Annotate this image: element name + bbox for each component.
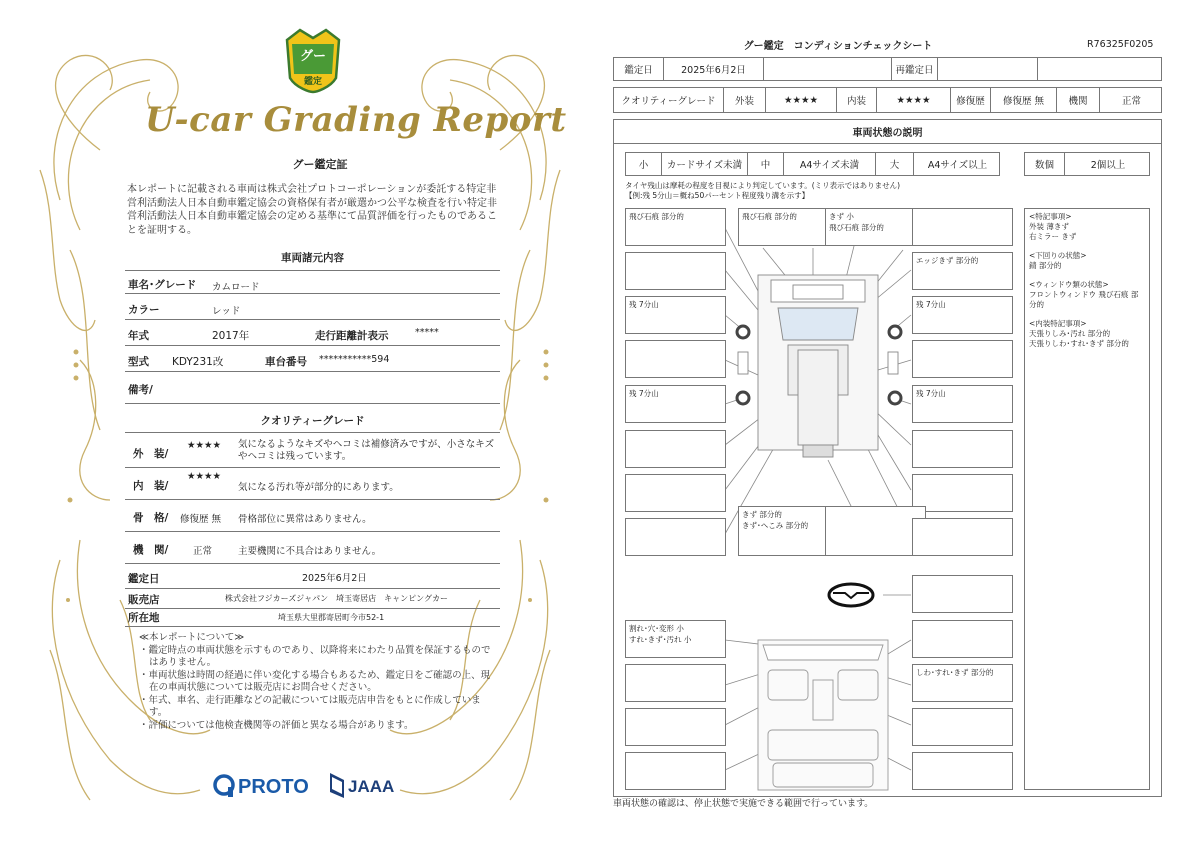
exterior-stars: ★★★★ <box>766 88 837 112</box>
damage-box <box>912 518 1013 556</box>
damage-box <box>912 474 1013 512</box>
info-row-shop <box>125 589 500 609</box>
interior-stars: ★★★★ <box>187 471 222 482</box>
special-line: 天張りしわ･すれ･きず 部分的 <box>1029 339 1129 348</box>
specs-title: 車両諸元内容 <box>281 252 344 264</box>
frame-text: 骨格部位に異常はありません。 <box>238 514 372 525</box>
damage-text: しわ･すれ･きず 部分的 <box>916 668 994 677</box>
chassis-label: 車台番号 <box>265 356 307 368</box>
damage-text: 飛び石痕 部分的 <box>742 212 797 221</box>
damage-text: 飛び石痕 部分的 <box>629 212 684 221</box>
special-header: <下回りの状態> <box>1029 251 1087 260</box>
damage-text: きず･へこみ 部分的 <box>742 521 809 530</box>
steering-wheel-icon <box>829 584 873 606</box>
damage-box <box>912 208 1013 246</box>
name-value: カムロード <box>212 282 260 293</box>
repair-history-label: 修復歴 <box>951 88 991 112</box>
svg-text:グー: グー <box>299 49 327 64</box>
frame-label: 骨 格/ <box>133 512 169 524</box>
shop-value: 株式会社フジカーズジャパン 埼玉寄居店 キャンピングカー <box>225 594 448 603</box>
certificate-title: グー鑑定証 <box>292 158 348 171</box>
year-label: 年式 <box>128 330 149 342</box>
jaaa-logo <box>330 773 394 798</box>
damage-box <box>625 208 726 246</box>
spec-row-name <box>125 270 500 294</box>
sheet-id: R76325F0205 <box>1087 39 1154 50</box>
interior-damage-box <box>625 620 726 658</box>
info-row-address <box>125 609 500 627</box>
damage-box <box>625 340 726 378</box>
sheet-title: グー鑑定 コンディションチェックシート <box>743 41 933 52</box>
tire-box-rear-right <box>912 385 1013 423</box>
damage-box <box>912 575 1013 613</box>
size-large: 大 <box>876 153 914 175</box>
interior-damage-box <box>625 664 726 702</box>
address-value: 埼玉県大里郡寄居町今市52-1 <box>278 613 385 622</box>
damage-box <box>625 518 726 556</box>
frame-value: 修復歴 無 <box>180 514 222 525</box>
quality-row-exterior <box>125 432 500 468</box>
engine-value: 正常 <box>193 546 213 557</box>
spec-row-year <box>125 320 500 346</box>
quality-row-engine <box>125 532 500 564</box>
quality-title: クオリティーグレード <box>260 415 365 427</box>
footer-note: 車両状態の確認は、停止状態で実施できる範囲で行っています。 <box>613 799 874 809</box>
mileage-label: 走行距離計表示 <box>315 330 389 342</box>
damage-box <box>825 208 926 246</box>
damage-text: すれ･きず･汚れ 小 <box>629 635 692 644</box>
damage-text: 割れ･穴･変形 小 <box>629 624 684 633</box>
svg-text:PROTO: PROTO <box>238 776 309 798</box>
name-label: 車名･グレード <box>128 279 197 291</box>
interior-damage-box <box>625 708 726 746</box>
damage-box <box>825 506 926 556</box>
interior-label: 内 装/ <box>133 480 169 492</box>
report-script-title: U-car Grading Report <box>145 100 567 140</box>
spec-row-remarks <box>125 372 500 404</box>
reappraisal-date-value <box>938 58 1038 80</box>
certificate-statement: 本レポートに記載される車両は株式会社プロトコーポレーションが委託する特定非営利活動法人日本自動車鑑定協会の資格保有者が厳選かつ公平な検査を行い特定非営利活動法人日本自動車鑑定協会の定める基準にて品質評価を行ったものであることを証明する。 <box>127 184 497 236</box>
size-medium: 中 <box>748 153 784 175</box>
repair-history-value: 修復歴 無 <box>991 88 1057 112</box>
interior-stars: ★★★★ <box>877 88 951 112</box>
interior-damage-box <box>912 664 1013 702</box>
year-value: 2017年 <box>212 330 250 342</box>
blank-cell <box>764 58 892 80</box>
engine-label: 機関 <box>1057 88 1100 112</box>
damage-box <box>738 208 839 246</box>
damage-text: きず 小 <box>829 212 854 221</box>
note-item: ・鑑定時点の車両状態を示すものであり、以降将来にわたり品質を保証するものではありません。 <box>139 644 491 668</box>
tire-tread: 残 7分山 <box>629 389 659 398</box>
count-legend <box>1024 152 1150 176</box>
notes-header: ≪本レポートについて≫ <box>139 632 245 643</box>
interior-seat-view <box>758 640 888 790</box>
size-medium-desc: A4サイズ未満 <box>784 153 876 175</box>
exterior-label: 外 装/ <box>133 448 169 460</box>
address-label: 所在地 <box>128 612 160 624</box>
tire-box-front-right <box>912 296 1013 334</box>
truck-top-view <box>738 275 898 457</box>
tire-note-example: 【例:残 5分山＝概ね50パーセント程度残り溝を示す】 <box>625 191 810 200</box>
count-label: 数個 <box>1025 153 1065 175</box>
quality-grade-row <box>613 87 1162 113</box>
shop-label: 販売店 <box>128 594 160 606</box>
svg-text:JAAA: JAAA <box>348 777 395 796</box>
special-notes-panel <box>1024 208 1150 790</box>
interior-damage-box <box>625 752 726 790</box>
special-line: 外装 薄きず <box>1029 222 1069 231</box>
spec-row-color <box>125 294 500 320</box>
company-logos <box>212 768 412 802</box>
damage-box <box>625 474 726 512</box>
interior-label: 内装 <box>837 88 877 112</box>
special-header: <ウィンドウ類の状態> <box>1029 280 1109 289</box>
size-legend <box>625 152 1000 176</box>
section-title: 車両状態の説明 <box>614 120 1161 144</box>
damage-box <box>625 430 726 468</box>
engine-value: 正常 <box>1121 96 1141 107</box>
svg-text:鑑定: 鑑定 <box>303 77 323 87</box>
interior-damage-box <box>912 708 1013 746</box>
color-label: カラー <box>128 304 160 316</box>
appraisal-date-label: 鑑定日 <box>614 58 664 80</box>
quality-grade-label: クオリティーグレード <box>614 88 724 112</box>
damage-box <box>738 506 839 556</box>
date-value: 2025年6月2日 <box>302 573 367 584</box>
chassis-value: ***********594 <box>319 354 390 365</box>
exterior-label: 外装 <box>724 88 766 112</box>
tire-tread: 残 7分山 <box>916 300 946 309</box>
quality-row-interior <box>125 468 500 500</box>
date-label: 鑑定日 <box>128 573 160 585</box>
damage-box <box>912 252 1013 290</box>
model-value: KDY231改 <box>172 356 224 368</box>
color-value: レッド <box>212 306 241 317</box>
count-desc: 2個以上 <box>1090 160 1126 171</box>
mileage-value: ***** <box>415 327 439 338</box>
appraisal-date-value: 2025年6月2日 <box>664 58 764 80</box>
tire-box-front-left <box>625 296 726 334</box>
model-label: 型式 <box>128 356 149 368</box>
engine-label: 機 関/ <box>133 544 169 556</box>
damage-text: きず 部分的 <box>742 510 782 519</box>
tire-tread: 残 7分山 <box>916 389 946 398</box>
info-row-date <box>125 564 500 589</box>
note-item: ・評価については他検査機関等の評価と異なる場合があります。 <box>139 719 414 731</box>
note-item: ・年式、車名、走行距離などの記載については販売店申告をもとに作成しています。 <box>139 694 481 718</box>
special-line: 天張りしみ･汚れ 部分的 <box>1029 329 1111 338</box>
damage-box <box>912 430 1013 468</box>
interior-damage-box <box>912 752 1013 790</box>
exterior-text: 気になるようなキズやヘコミは補修済みですが、小さなキズやヘコミは残っています。 <box>238 439 495 462</box>
damage-box <box>912 340 1013 378</box>
special-line: フロントウィンドウ 飛び石痕 部分的 <box>1029 290 1139 309</box>
engine-text: 主要機関に不具合はありません。 <box>238 546 382 557</box>
size-small-desc: カードサイズ未満 <box>662 153 748 175</box>
size-large-desc: A4サイズ以上 <box>927 160 988 171</box>
special-line: 右ミラー きず <box>1029 232 1077 241</box>
spec-row-model <box>125 346 500 372</box>
report-notes <box>137 632 497 732</box>
special-line: 錆 部分的 <box>1029 261 1062 270</box>
tire-tread: 残 7分山 <box>629 300 659 309</box>
quality-row-frame <box>125 500 500 532</box>
proto-logo <box>215 776 309 798</box>
size-small: 小 <box>626 153 662 175</box>
damage-box <box>625 252 726 290</box>
interior-damage-box <box>912 620 1013 658</box>
special-header: <内装特記事項> <box>1029 319 1087 328</box>
reappraisal-date-label: 再鑑定日 <box>892 58 938 80</box>
interior-text: 気になる汚れ等が部分的にあります。 <box>238 482 399 493</box>
exterior-stars: ★★★★ <box>187 440 222 451</box>
tire-note: タイヤ残山は摩耗の程度を目視により判定しています。(ミリ表示ではありません) <box>625 181 901 190</box>
damage-text: 飛び石痕 部分的 <box>829 223 884 232</box>
note-item: ・車両状態は時間の経過に伴い変化する場合もあるため、鑑定日をご確認の上、現在の車両状態については販売店にお問合せください。 <box>139 669 491 693</box>
remarks-label: 備考/ <box>128 384 153 396</box>
damage-text: エッジきず 部分的 <box>916 256 979 265</box>
tire-box-rear-left <box>625 385 726 423</box>
date-row <box>613 57 1162 81</box>
special-header: <特記事項> <box>1029 212 1072 221</box>
